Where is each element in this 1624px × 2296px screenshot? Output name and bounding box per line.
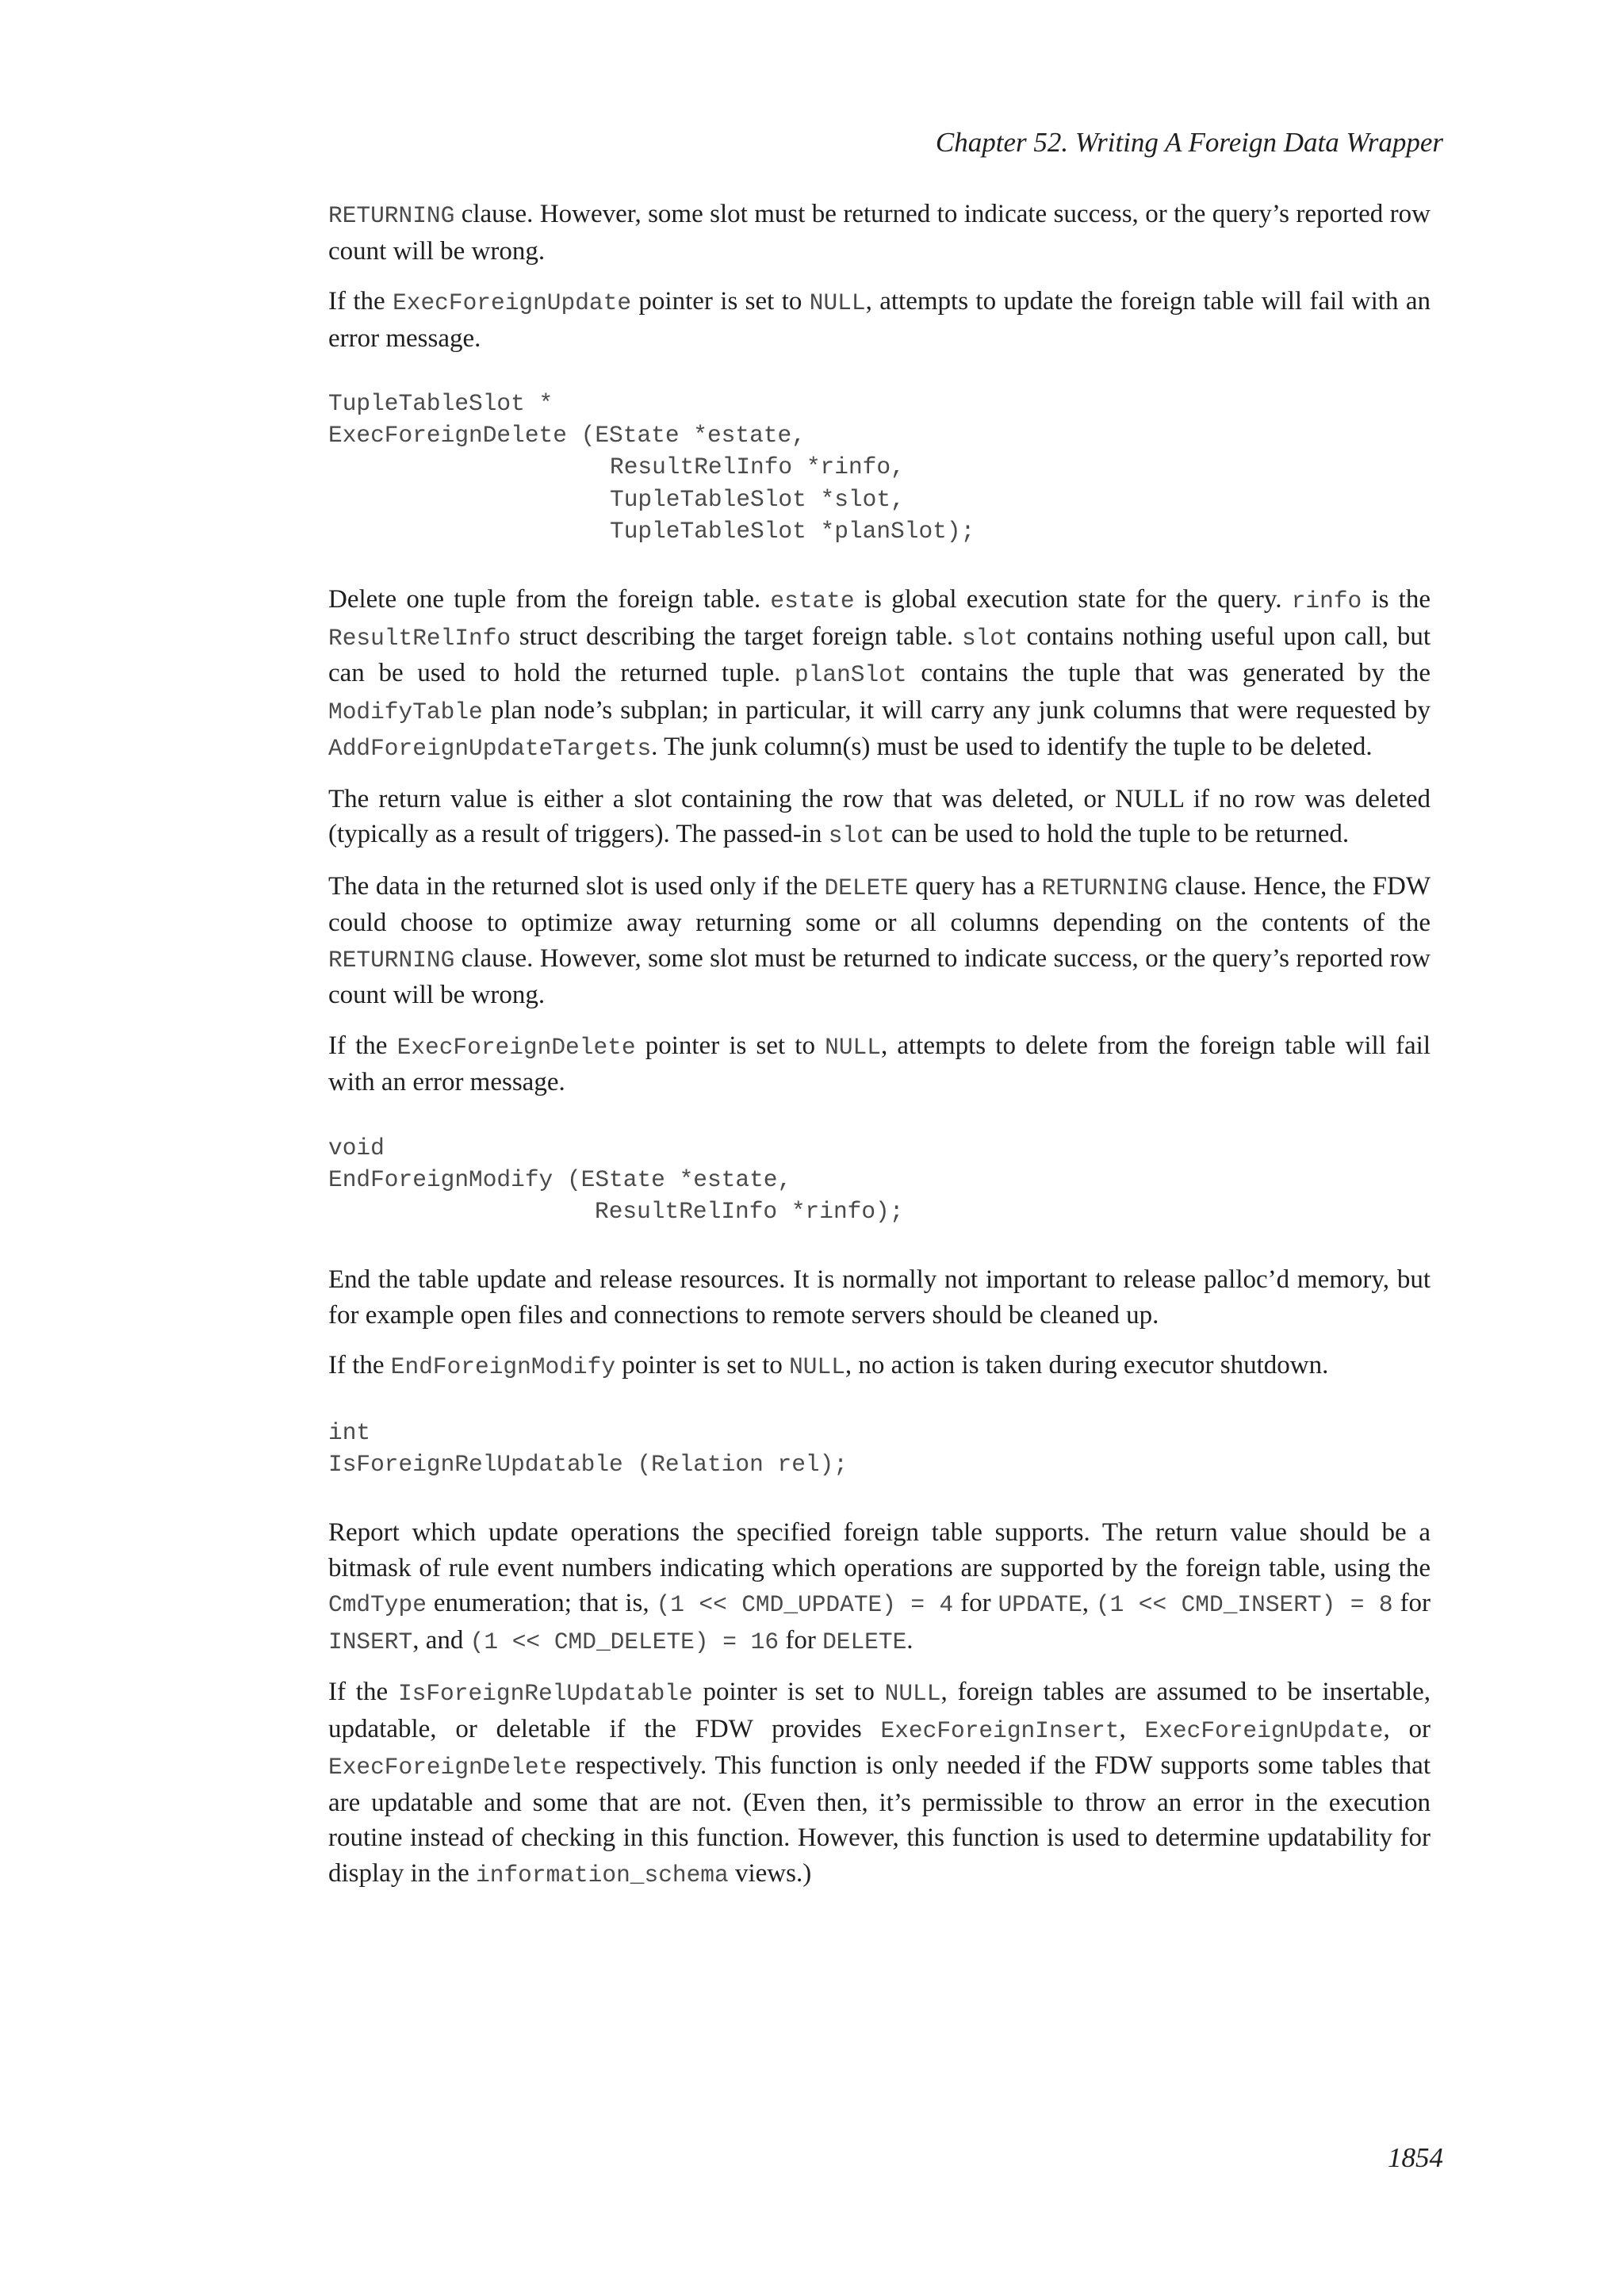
code-literal: ExecForeignDelete [328,1754,567,1781]
code-literal: rinfo [1291,587,1362,615]
code-block-isforeignrelupdatable: int IsForeignRelUpdatable (Relation rel); [328,1418,848,1478]
paragraph-endforeignmodify-null: If the EndForeignModify pointer is set to NULL, no action is taken during executor shutdown. [328,1351,1329,1381]
paragraph-return-value: The return value is either a slot containing the row that was deleted, or NULL if no row was deleted (typically as a result of triggers). The passed-in slot can be used to hold the tuple to be returned. [328,784,1431,850]
paragraph-delete-description: Delete one tuple from the foreign table. estate is global execution state for the query. rinfo is the ResultRelInfo struct describing the target foreign table. slot contains nothing useful upon call, but can be used to hold the returned tuple. planSlot contains the tuple that was generated by the ModifyTable plan node’s subplan; in particular, it will carry any junk columns that were requested by AddForeignUpdateTargets. The junk column(s) must be used to identify the tuple to be deleted. [328,585,1431,763]
paragraph-endforeignmodify-description: End the table update and release resources. It is normally not important to release palloc’d memory, but for example open files and connections to remote servers should be cleaned up. [328,1265,1431,1330]
code-literal: DELETE [824,874,909,901]
code-literal: ExecForeignUpdate [1144,1716,1384,1744]
paragraph-execforeignupdate-null: If the ExecForeignUpdate pointer is set to NULL, attempts to update the foreign table will fail with an error message. [328,287,1431,353]
code-literal: RETURNING [328,202,455,229]
page-number: 1854 [1388,2142,1443,2173]
code-block-endforeignmodify: void EndForeignModify (EState *estate, ResultRelInfo *rinfo); [328,1134,904,1225]
code-literal: NULL [884,1680,941,1708]
code-literal: NULL [809,289,866,316]
paragraph-returning-continued: RETURNING clause. However, some slot must be returned to indicate success, or the query’s reported row count will be wrong. [328,200,1431,266]
code-literal: CmdType [328,1591,427,1619]
code-literal: AddForeignUpdateTargets [328,735,652,763]
page-body [328,197,1431,1892]
paragraph-isforeignrelupdatable-description: Report which update operations the specified foreign table supports. The return value should be a bitmask of rule event numbers indicating which operations are supported by the foreign table, using the CmdType enumeration; that is, (1 << CMD_UPDATE) = 4 for UPDATE, (1 << CMD_INSERT) = 8 for INSERT, and (1 << CMD_DELETE) = 16 for DELETE. [328,1518,1431,1655]
code-literal: slot [961,624,1018,652]
code-literal: NULL [825,1033,881,1061]
paragraph-returned-slot-usage: The data in the returned slot is used only if the DELETE query has a RETURNING clause. Hence, the FDW could choose to optimize away returning some or all columns depending on the contents of the RETURNING clause. However, some slot must be returned to indicate success, or the query’s reported row count will be wrong. [328,871,1431,1010]
code-literal: RETURNING [328,946,455,974]
code-literal: ExecForeignDelete [396,1033,636,1061]
code-literal: IsForeignRelUpdatable [397,1680,693,1708]
code-literal: information_schema [476,1861,729,1888]
code-literal: (1 << CMD_DELETE) = 16 [469,1628,779,1655]
code-literal: ExecForeignUpdate [393,289,632,316]
paragraph-isforeignrelupdatable-null: If the IsForeignRelUpdatable pointer is set to NULL, foreign tables are assumed to be insertable, updatable, or deletable if the FDW provides ExecForeignInsert, ExecForeignUpdate, or ExecForeignDelete respectively. This function is only needed if the FDW supports some tables that are updatable and some that are not. (Even then, it’s permissible to throw an error in the execution routine instead of checking in this function. However, this function is used to determine updatability for display in the information_schema views.) [328,1678,1431,1888]
code-block-execforeigndelete: TupleTableSlot * ExecForeignDelete (EState *estate, ResultRelInfo *rinfo, TupleTableSlot *slot, TupleTableSlot *planSlot); [328,390,975,545]
code-literal: NULL [789,1353,845,1381]
code-literal: planSlot [795,661,907,689]
code-literal: (1 << CMD_INSERT) = 8 [1095,1591,1393,1619]
code-literal: (1 << CMD_UPDATE) = 4 [656,1591,954,1619]
code-literal: EndForeignModify [390,1353,616,1381]
code-literal: ExecForeignInsert [880,1716,1120,1744]
code-literal: RETURNING [1041,874,1168,901]
paragraph-execforeigndelete-null: If the ExecForeignDelete pointer is set to NULL, attempts to delete from the foreign table will fail with an error message. [328,1031,1431,1097]
code-literal: ModifyTable [328,698,483,725]
code-literal: INSERT [328,1628,413,1655]
code-literal: UPDATE [998,1591,1082,1619]
code-literal: estate [770,587,855,615]
code-literal: ResultRelInfo [328,624,511,652]
code-literal: slot [828,822,885,850]
running-header: Chapter 52. Writing A Foreign Data Wrapper [935,127,1443,158]
code-literal: DELETE [822,1628,907,1655]
